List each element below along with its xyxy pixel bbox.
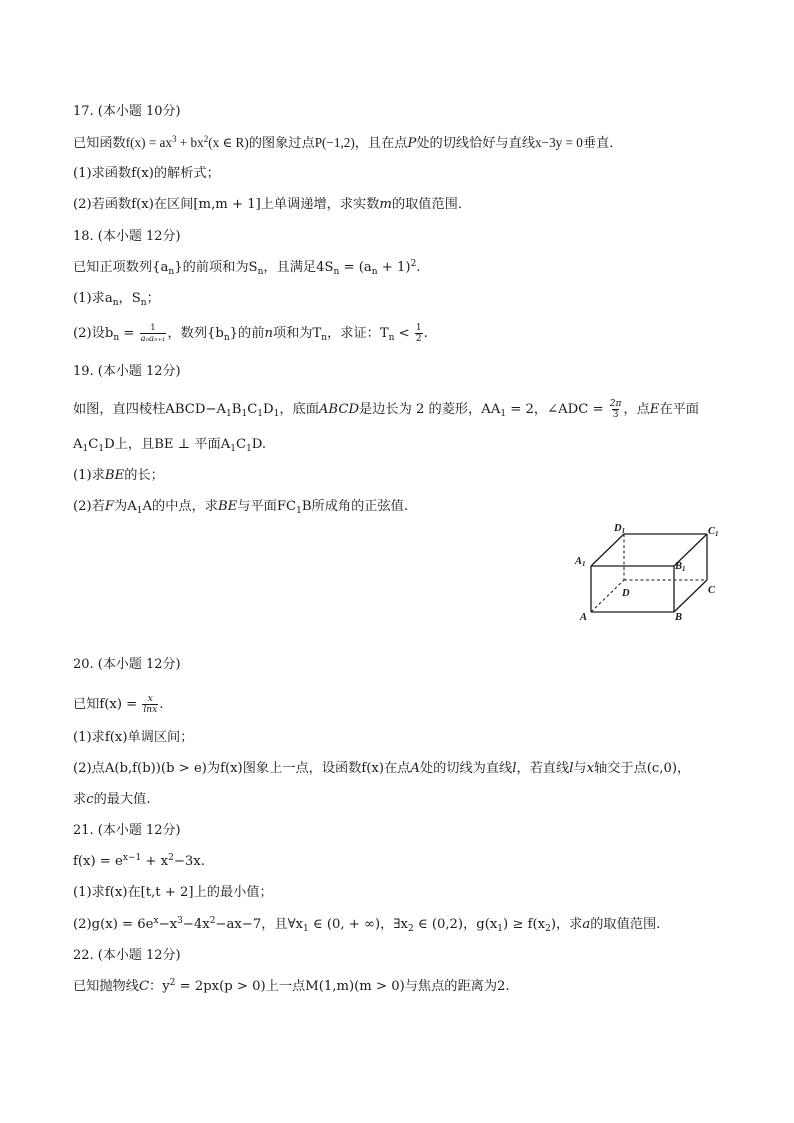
edge-A1D1	[591, 534, 624, 566]
q18-part1: (1)求$a_n$，$S_n$；	[73, 291, 160, 308]
q18-half-fraction: $\frac{1}{2}$	[415, 323, 422, 344]
q17-stem: 已知函数$f(x) = ax^3 + bx^2(x$ ∈ R)的图象过点P(−1,2)，且在点P处的切线恰好与直线x−3y = 0垂直．	[73, 134, 623, 151]
label-B: B	[675, 612, 683, 623]
q17-part1: (1)求函数f(x)的解析式；	[73, 166, 220, 181]
q20-part2-cont: 求c的最大值.	[73, 792, 151, 807]
q18-stem: 已知正项数列$\{a_n\}$的前项和为$S_n$，且满足$4S_n = (a_n + 1)^2$.	[73, 259, 421, 277]
prism-figure	[574, 519, 724, 625]
q20-stem: 已知f(x) = $\frac{x}{\ln x}$ .	[73, 694, 164, 715]
label-D1: D1	[614, 523, 626, 535]
q19-part2: (2)若F为$A_1A$的中点，求BE与平面$FC_1B$所成角的正弦值.	[73, 499, 409, 516]
label-A: A	[580, 612, 588, 623]
q18-heading: 18. (本小题 12分)	[73, 229, 181, 244]
q22-heading: 22. (本小题 12分)	[73, 948, 181, 963]
q18-part2: (2)设$b_n$ = $\frac{1}{\text{aₙaₙ₊₁}}$ ，数列$\{b_n\}$的前n项和为$T_n$，求证：$T_n$ < $\frac{1}{2}$ .	[73, 323, 428, 344]
edge-BC	[674, 580, 707, 612]
label-C1: C1	[708, 526, 719, 538]
q21-part1: (1)求f(x)在[t,t + 2]上的最小值；	[73, 885, 273, 900]
q17-heading: 17. (本小题 10分)	[73, 104, 181, 119]
q20-fraction: $\frac{x}{\ln x}$	[143, 694, 158, 715]
q22-stem: 已知抛物线C：$y^2 = 2px(p > 0)$上一点M(1,m)(m > 0)与焦点的距离为2.	[73, 978, 510, 994]
q20-heading: 20. (本小题 12分)	[73, 657, 181, 672]
label-C: C	[708, 585, 716, 596]
q19-heading: 19. (本小题 12分)	[73, 364, 181, 379]
label-A1: A1	[575, 556, 586, 568]
q20-part1: (1)求f(x)单调区间；	[73, 730, 194, 745]
q19-stem: 如图，直四棱柱$ABCD-A_1B_1C_1D_1$，底面ABCD是边长为 2 的菱形，$AA_1 = 2$，∠ADC = $\frac{2\pi}{3}$ ，点E在平面	[73, 399, 699, 420]
q21-part2: $(2)g(x) = 6e^x-x^3-4x^2-ax-7$，且$\forall x_1$ ∈ (0, + ∞)，$\exists x_2$ ∈ (0,2)，$g(x_1) \ge f(x_2)$，求a的取值范围.	[73, 916, 661, 934]
q19-part1: (1)求BE的长；	[73, 468, 164, 483]
q17-part2: (2)若函数f(x)在区间[m,m + 1]上单调递增，求实数m的取值范围．	[73, 197, 472, 212]
q19-stem-cont: $A_1C_1D$上，且BE ⊥ 平面$A_1C_1D$.	[73, 437, 267, 454]
q21-stem: $f(x) = e^{x-1} + x^2-3x$.	[73, 853, 205, 869]
q20-part2: (2)点A(b,f(b))(b > e)为f(x)图象上一点，设函数f(x)在点A处的切线为直线l，若直线l与x轴交于点(c,0)，	[73, 761, 691, 776]
q19-angle-fraction: $\frac{2\pi}{3}$	[609, 399, 622, 420]
hidden-edge-AD	[591, 580, 624, 612]
label-B1: B1	[675, 561, 686, 573]
q18-fraction: $\frac{1}{\text{aₙaₙ₊₁}}$	[140, 323, 166, 344]
label-D: D	[622, 588, 630, 599]
q21-heading: 21. (本小题 12分)	[73, 823, 181, 838]
